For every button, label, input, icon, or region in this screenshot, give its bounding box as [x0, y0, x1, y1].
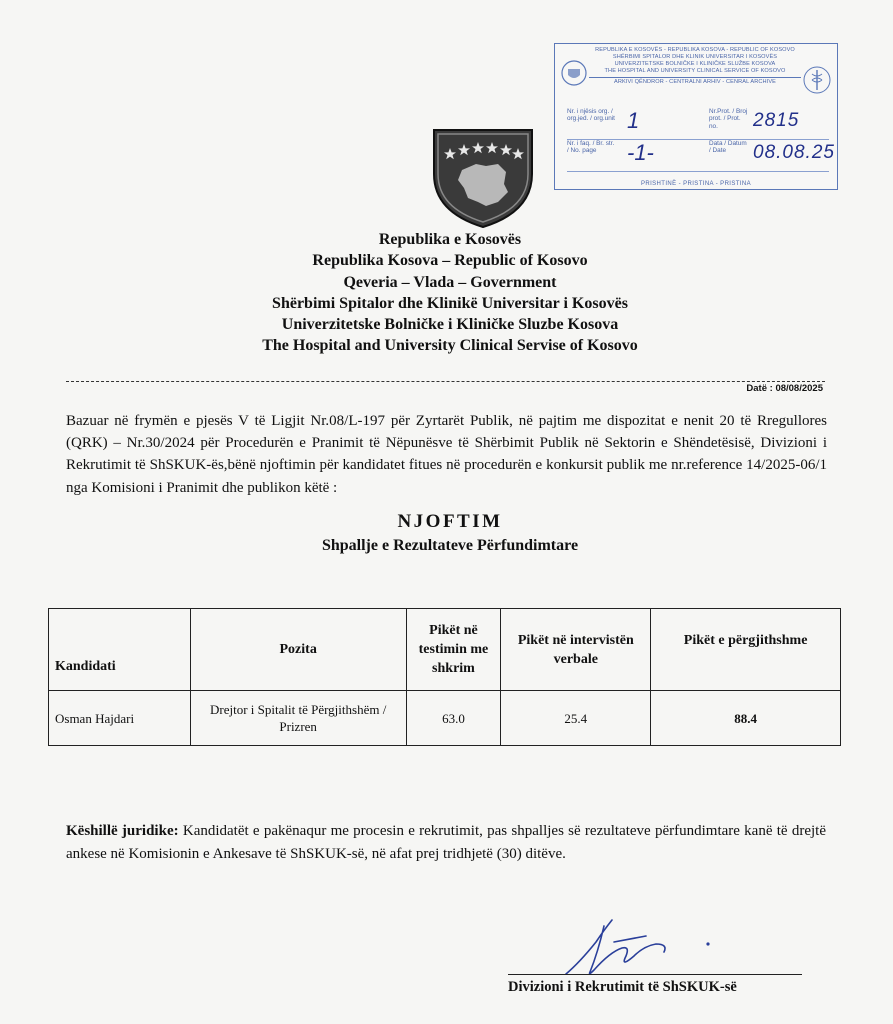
- results-table: [48, 608, 841, 746]
- stamp-label-prot: Nr.Prot. / Broj prot. / Prot. no.: [709, 108, 748, 130]
- intro-paragraph: Bazuar në frymën e pjesës V të Ligjit Nr.08/L-197 për Zyrtarët Publik, në pajtim me dispozitat e nenit 20 të Rregullores (QRK) – Nr.30/2024 për Procedurën e Pranimit të Nëpunësve të Shërbimit Publik në Sektorin e Shëndetësisë, Divizioni i Rekrutimit të ShSKUK-ës,bënë njoftimin për kandidatet fitues në procedurën e konkursit publik me nr.reference 14/2025-06/1 nga Komisioni i Pranimit dhe publikon këtë :: [66, 413, 827, 496]
- stamp-footer: PRISHTINË - PRISTINA - PRISTINA: [640, 181, 752, 187]
- stamp-fields: [567, 108, 835, 172]
- cell-interview-score: 25.4: [501, 691, 651, 746]
- stamp-header-line: REPUBLIKA E KOSOVËS - REPUBLIKA KOSOVA - REPUBLIC OF KOSOVO: [595, 47, 795, 53]
- table-row: [49, 691, 841, 746]
- cell-total-score: [651, 691, 841, 746]
- stamp-archive-line: ARKIVI QËNDROR - CENTRALNI ARHIV - CENRAL ARCHIVE: [589, 77, 801, 86]
- stamp-value-date: 08.08.25: [753, 142, 835, 163]
- header-interview-score: Pikët në intervistën verbale: [501, 609, 651, 691]
- stamp-value-prot: 2815: [753, 110, 800, 131]
- header-candidate: Kandidati: [49, 609, 191, 691]
- header-line-country: Republika e Kosovës: [378, 231, 522, 248]
- stamp-row: [567, 140, 835, 172]
- header-total-score: Pikët e përgjithshme: [651, 609, 841, 691]
- header-position: Pozita: [190, 609, 406, 691]
- cell-position: Drejtor i Spitalit të Përgjithshëm / Prizren: [190, 691, 406, 746]
- stamp-value-org: 1: [627, 108, 640, 133]
- document-date: Datë : 08/08/2025: [746, 383, 823, 394]
- stamp-label-org: Nr. i njësis org. / org.jed. / org.unit: [567, 108, 615, 123]
- signature-icon: [560, 912, 720, 980]
- header-line-institution-sr: Univerzitetske Bolničke i Kliničke Sluzbe Kosova: [281, 316, 619, 334]
- cell-candidate: Osman Hajdari: [49, 691, 191, 746]
- coat-of-arms-icon: [428, 126, 538, 230]
- legal-advice: [66, 820, 826, 865]
- header-line-institution-sq: Shërbimi Spitalor dhe Klinikë Universitar i Kosovës: [272, 294, 628, 312]
- stamp-header-line: SHËRBIMI SPITALOR DHE KLINIK UNIVERSITAR I KOSOVËS: [612, 54, 778, 60]
- document-title: NJOFTIM: [397, 511, 503, 532]
- table-header-row: [49, 609, 841, 691]
- caduceus-icon: [803, 66, 831, 94]
- stamp-label-date: Data / Datum / Date: [709, 140, 747, 155]
- stamp-value-page: -1-: [627, 140, 654, 165]
- signature-line: [508, 974, 802, 975]
- header-line-government: Qeveria – Vlada – Government: [343, 273, 557, 291]
- institution-header: [180, 229, 720, 357]
- stamp-header: [589, 47, 801, 86]
- stamp-label-page: Nr. i faq. / Br. str. / No. page: [567, 140, 615, 155]
- header-line-institution-en: The Hospital and University Clinical Servise of Kosovo: [262, 337, 638, 355]
- kosovo-seal-icon: [561, 60, 587, 86]
- legal-advice-label: Këshillë juridike:: [66, 823, 179, 839]
- stamp-header-line: UNIVERZITETSKE BOLNIČKE I KLINIČKE SLUŽBE KOSOVA: [614, 61, 776, 67]
- signatory-name: Divizioni i Rekrutimit të ShSKUK-së: [508, 979, 737, 995]
- header-line-country-multilang: Republika Kosova – Republic of Kosovo: [312, 252, 588, 270]
- stamp-row: [567, 108, 829, 140]
- legal-advice-text: Kandidatët e pakënaqur me procesin e rekrutimit, pas shpalljes së rezultateve përfundimtare kanë të drejtë ankese në Komisionin e Ankesave të ShSKUK-së, në afat prej tridhjetë (30) ditëve.: [66, 823, 826, 862]
- stamp-header-line: THE HOSPITAL AND UNIVERSITY CLINICAL SERVICE OF KOSOVO: [604, 68, 786, 74]
- document-subtitle: Shpallje e Rezultateve Përfundimtare: [321, 537, 579, 554]
- cell-written-score: 63.0: [406, 691, 501, 746]
- archive-stamp: [554, 43, 838, 190]
- header-written-score: Pikët në testimin me shkrim: [406, 609, 501, 691]
- header-divider: [66, 381, 825, 382]
- total-score-value: 88.4: [734, 710, 757, 726]
